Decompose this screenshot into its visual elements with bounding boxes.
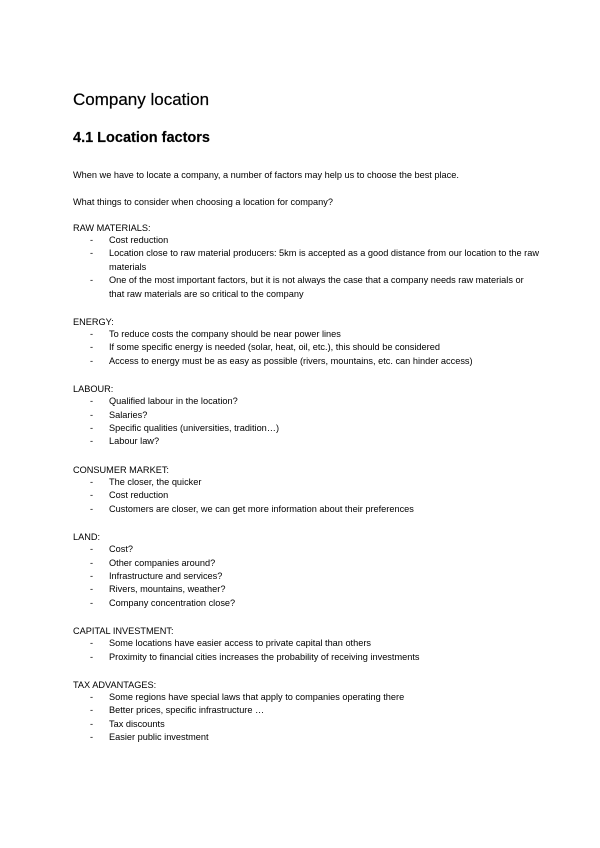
page-title: Company location bbox=[73, 90, 210, 109]
list-item bbox=[73, 731, 540, 744]
list-item bbox=[73, 718, 540, 731]
list-item-text: Qualified labour in the location? bbox=[109, 396, 238, 407]
bullet-dash: - bbox=[90, 651, 94, 662]
bullet-dash: - bbox=[90, 503, 94, 514]
list-item bbox=[73, 489, 540, 502]
bullet-dash: - bbox=[90, 584, 94, 595]
question-paragraph: What things to consider when choosing a location for company? bbox=[73, 197, 333, 207]
bullet-dash: - bbox=[90, 490, 94, 501]
list-item bbox=[73, 409, 540, 422]
list-item-text: Labour law? bbox=[109, 436, 160, 447]
list-item-text: Infrastructure and services? bbox=[109, 570, 223, 581]
list-item bbox=[73, 691, 540, 704]
list-item-text: Access to energy must be as easy as possible (rivers, mountains, etc. can hinder access) bbox=[109, 355, 473, 366]
list-item bbox=[73, 435, 540, 448]
list-item bbox=[73, 355, 540, 368]
bullet-dash: - bbox=[90, 597, 94, 608]
bullet-dash: - bbox=[90, 691, 94, 702]
bullet-dash: - bbox=[90, 396, 94, 407]
list-item bbox=[73, 583, 540, 596]
bullet-dash: - bbox=[90, 705, 94, 716]
list-item-text: Cost? bbox=[109, 544, 134, 555]
section-heading: 4.1 Location factors bbox=[73, 130, 210, 146]
bullet-dash: - bbox=[90, 235, 94, 245]
bullet-dash: - bbox=[90, 329, 94, 340]
list-item-text: Tax discounts bbox=[109, 718, 165, 729]
list-item bbox=[73, 651, 540, 664]
list-item-text: Specific qualities (universities, tradition…) bbox=[109, 423, 280, 434]
list-item-text: The closer, the quicker bbox=[109, 476, 202, 487]
list-item bbox=[73, 328, 540, 341]
list-item-text: Rivers, mountains, weather? bbox=[109, 584, 226, 595]
list-item bbox=[73, 543, 540, 556]
bullet-list bbox=[73, 543, 540, 610]
list-item-text: Customers are closer, we can get more information about their preferences bbox=[109, 503, 414, 514]
factor-section-title: TAX ADVANTAGES: bbox=[73, 679, 157, 690]
list-item-text: To reduce costs the company should be near power lines bbox=[109, 329, 341, 340]
list-item-text: Other companies around? bbox=[109, 557, 216, 568]
bullet-dash: - bbox=[90, 544, 94, 555]
bullet-dash: - bbox=[90, 423, 94, 434]
list-item bbox=[73, 557, 540, 570]
bullet-dash: - bbox=[90, 557, 94, 568]
list-item bbox=[73, 422, 540, 435]
factor-section-title: ENERGY: bbox=[73, 317, 114, 328]
list-item-text: Some locations have easier access to private capital than others bbox=[109, 638, 371, 649]
list-item bbox=[73, 597, 540, 610]
list-item bbox=[73, 395, 540, 408]
list-item-text: Better prices, specific infrastructure … bbox=[109, 705, 265, 716]
bullet-dash: - bbox=[90, 342, 94, 353]
factor-section-title: CAPITAL INVESTMENT: bbox=[73, 626, 174, 637]
factor-section bbox=[73, 464, 540, 516]
bullet-list bbox=[73, 637, 540, 664]
list-item-text: Some regions have special laws that apply to companies operating there bbox=[109, 691, 405, 702]
factor-section bbox=[73, 222, 540, 301]
bullet-dash: - bbox=[90, 718, 94, 729]
bullet-list bbox=[73, 476, 540, 516]
list-item-text: One of the most important factors, but it is not always the case that a company needs raw materials or that raw materials are so critical to the company bbox=[109, 275, 524, 299]
bullet-dash: - bbox=[90, 732, 94, 743]
list-item-text: Easier public investment bbox=[109, 732, 209, 743]
factor-section-title: CONSUMER MARKET: bbox=[73, 464, 169, 475]
bullet-list bbox=[73, 691, 540, 745]
factor-section-title: LABOUR: bbox=[73, 384, 114, 395]
list-item-text: Location close to raw material producers: 5km is accepted as a good distance from our location to the raw materials bbox=[109, 248, 539, 272]
list-item bbox=[73, 234, 540, 247]
list-item-text: If some specific energy is needed (solar, heat, oil, etc.), this should be considered bbox=[109, 342, 440, 353]
list-item bbox=[73, 570, 540, 583]
bullet-dash: - bbox=[90, 638, 94, 649]
list-item bbox=[73, 704, 540, 717]
factor-section-title: RAW MATERIALS: bbox=[73, 223, 151, 233]
factor-section bbox=[73, 316, 540, 368]
list-item-text: Cost reduction bbox=[109, 490, 169, 501]
factor-section bbox=[73, 531, 540, 610]
bullet-dash: - bbox=[90, 409, 94, 420]
bullet-list bbox=[73, 328, 540, 368]
factor-sections bbox=[73, 222, 540, 745]
list-item bbox=[73, 274, 540, 301]
bullet-dash: - bbox=[90, 570, 94, 581]
list-item-text: Salaries? bbox=[109, 409, 148, 420]
factor-section bbox=[73, 383, 540, 449]
list-item bbox=[73, 503, 540, 516]
bullet-dash: - bbox=[90, 355, 94, 366]
bullet-dash: - bbox=[90, 436, 94, 447]
factor-section bbox=[73, 679, 540, 745]
bullet-dash: - bbox=[90, 476, 94, 487]
list-item bbox=[73, 637, 540, 650]
bullet-list bbox=[73, 395, 540, 449]
list-item bbox=[73, 247, 540, 274]
bullet-dash: - bbox=[90, 248, 94, 259]
list-item bbox=[73, 476, 540, 489]
list-item-text: Cost reduction bbox=[109, 235, 169, 245]
intro-paragraph: When we have to locate a company, a number of factors may help us to choose the best place. bbox=[73, 170, 459, 180]
bullet-dash: - bbox=[90, 275, 94, 286]
list-item-text: Proximity to financial cities increases the probability of receiving investments bbox=[109, 651, 420, 662]
list-item bbox=[73, 341, 540, 354]
factor-section bbox=[73, 625, 540, 664]
bullet-list bbox=[73, 234, 540, 301]
factor-section-title: LAND: bbox=[73, 532, 101, 543]
list-item-text: Company concentration close? bbox=[109, 597, 236, 608]
